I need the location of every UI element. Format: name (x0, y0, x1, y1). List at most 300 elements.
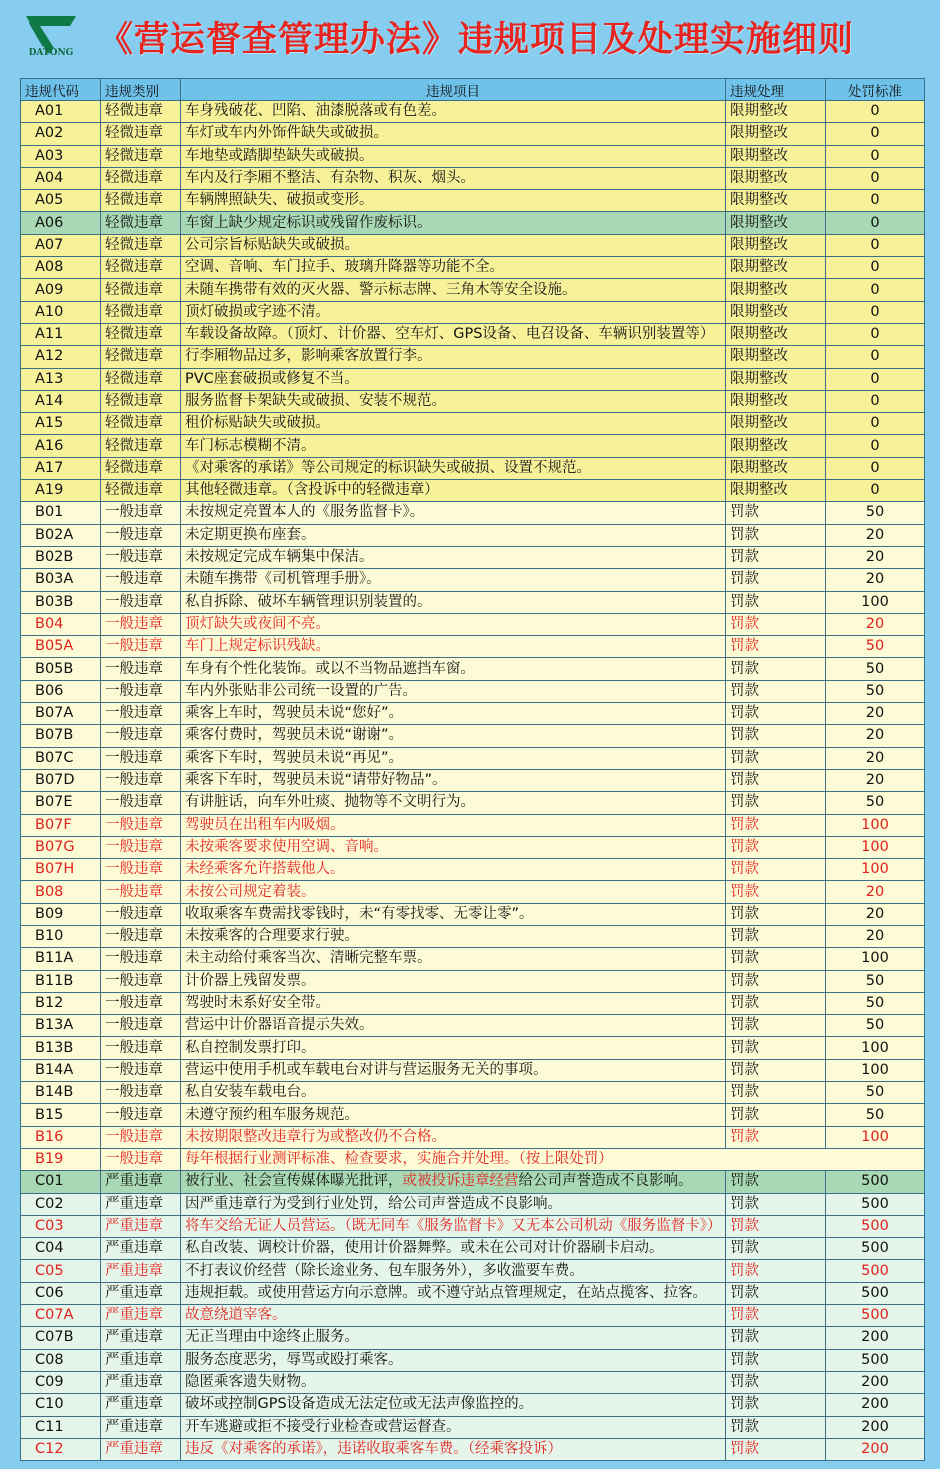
table-row (21, 1305, 925, 1327)
violation-category: 一般违章 (101, 1015, 181, 1037)
violation-code: B15 (21, 1104, 101, 1126)
violation-code: A06 (21, 212, 101, 234)
violation-category: 轻微违章 (101, 390, 181, 412)
violation-item: 车辆牌照缺失、破损或变形。 (181, 190, 726, 212)
table-row (21, 435, 925, 457)
violation-category: 一般违章 (101, 925, 181, 947)
violation-category: 严重违章 (101, 1193, 181, 1215)
penalty-amount: 20 (826, 925, 925, 947)
violation-category: 一般违章 (101, 1126, 181, 1148)
violation-handling: 罚款 (726, 792, 826, 814)
violation-category: 一般违章 (101, 769, 181, 791)
violation-item: 私自控制发票打印。 (181, 1037, 726, 1059)
violation-code: A12 (21, 346, 101, 368)
table-row (21, 1059, 925, 1081)
violation-category: 一般违章 (101, 747, 181, 769)
violation-category: 严重违章 (101, 1438, 181, 1460)
violation-code: C09 (21, 1371, 101, 1393)
violation-code: B08 (21, 881, 101, 903)
violation-category: 轻微违章 (101, 257, 181, 279)
violation-item: 乘客上车时，驾驶员未说“您好”。 (181, 703, 726, 725)
violation-category: 一般违章 (101, 524, 181, 546)
penalty-amount: 500 (826, 1238, 925, 1260)
violation-category: 轻微违章 (101, 435, 181, 457)
violation-item: 未按规定完成车辆集中保洁。 (181, 546, 726, 568)
violation-handling: 限期整改 (726, 480, 826, 502)
table-row (21, 680, 925, 702)
violation-code: A19 (21, 480, 101, 502)
violation-category: 轻微违章 (101, 190, 181, 212)
violation-code: B09 (21, 903, 101, 925)
penalty-amount: 50 (826, 502, 925, 524)
violation-category: 一般违章 (101, 1037, 181, 1059)
violation-handling: 限期整改 (726, 457, 826, 479)
violation-handling: 罚款 (726, 747, 826, 769)
violation-handling: 限期整改 (726, 167, 826, 189)
violation-handling: 罚款 (726, 1349, 826, 1371)
violation-item: 车门标志模糊不清。 (181, 435, 726, 457)
violation-handling: 罚款 (726, 546, 826, 568)
violation-handling: 罚款 (726, 613, 826, 635)
table-row (21, 591, 925, 613)
violation-code: C04 (21, 1238, 101, 1260)
table-row (21, 1438, 925, 1460)
violation-category: 轻微违章 (101, 368, 181, 390)
violation-item: 收取乘客车费需找零钱时，未“有零找零、无零让零”。 (181, 903, 726, 925)
violation-code: A03 (21, 145, 101, 167)
violation-category: 严重违章 (101, 1305, 181, 1327)
violation-code: B13A (21, 1015, 101, 1037)
violation-item: 故意绕道宰客。 (181, 1305, 726, 1327)
violation-category: 一般违章 (101, 903, 181, 925)
penalty-amount: 0 (826, 323, 925, 345)
violation-handling: 限期整改 (726, 190, 826, 212)
violation-code: B13B (21, 1037, 101, 1059)
penalty-amount: 0 (826, 257, 925, 279)
violation-category: 轻微违章 (101, 413, 181, 435)
table-row (21, 1104, 925, 1126)
violation-handling: 限期整改 (726, 413, 826, 435)
violation-category: 一般违章 (101, 792, 181, 814)
col-header-code: 违规代码 (21, 79, 101, 101)
violation-category: 一般违章 (101, 1148, 181, 1170)
violation-code: B04 (21, 613, 101, 635)
violation-item: 私自拆除、破坏车辆管理识别装置的。 (181, 591, 726, 613)
violation-item: 未主动给付乘客当次、清晰完整车票。 (181, 948, 726, 970)
header (0, 0, 940, 78)
violation-handling: 罚款 (726, 591, 826, 613)
table-row (21, 636, 925, 658)
penalty-amount: 200 (826, 1371, 925, 1393)
violation-item: PVC座套破损或修复不当。 (181, 368, 726, 390)
table-row (21, 323, 925, 345)
violation-code: A15 (21, 413, 101, 435)
violation-category: 轻微违章 (101, 346, 181, 368)
violation-code: B07G (21, 836, 101, 858)
penalty-amount: 20 (826, 546, 925, 568)
violation-code: B16 (21, 1126, 101, 1148)
violation-category: 轻微违章 (101, 279, 181, 301)
penalty-amount: 500 (826, 1282, 925, 1304)
violation-code: B07A (21, 703, 101, 725)
violation-category: 一般违章 (101, 613, 181, 635)
violation-item: 破坏或控制GPS设备造成无法定位或无法声像监控的。 (181, 1394, 726, 1416)
penalty-amount: 0 (826, 234, 925, 256)
penalty-amount: 500 (826, 1193, 925, 1215)
table-row (21, 1193, 925, 1215)
violation-item: 未随车携带《司机管理手册》。 (181, 569, 726, 591)
violation-handling: 罚款 (726, 703, 826, 725)
violation-item: 未按规定亮置本人的《服务监督卡》。 (181, 502, 726, 524)
violation-handling: 罚款 (726, 1126, 826, 1148)
table-row (21, 167, 925, 189)
penalty-amount: 0 (826, 390, 925, 412)
violation-code: A07 (21, 234, 101, 256)
violation-code: A11 (21, 323, 101, 345)
table-row (21, 502, 925, 524)
violation-item: 车内及行李厢不整洁、有杂物、积灰、烟头。 (181, 167, 726, 189)
penalty-amount: 0 (826, 413, 925, 435)
penalty-amount: 100 (826, 836, 925, 858)
table-row (21, 546, 925, 568)
violation-category: 一般违章 (101, 1104, 181, 1126)
table-row (21, 1171, 925, 1193)
violation-handling: 罚款 (726, 925, 826, 947)
penalty-amount: 200 (826, 1416, 925, 1438)
violation-handling: 罚款 (726, 680, 826, 702)
violation-category: 轻微违章 (101, 323, 181, 345)
violation-code: C12 (21, 1438, 101, 1460)
table-row (21, 1126, 925, 1148)
penalty-amount: 50 (826, 1104, 925, 1126)
violation-code: C03 (21, 1215, 101, 1237)
violation-category: 轻微违章 (101, 234, 181, 256)
table-row (21, 569, 925, 591)
penalty-amount: 50 (826, 970, 925, 992)
violation-code: A13 (21, 368, 101, 390)
violation-code: B14A (21, 1059, 101, 1081)
violation-item: 顶灯缺失或夜间不亮。 (181, 613, 726, 635)
table-row (21, 970, 925, 992)
violation-code: B01 (21, 502, 101, 524)
penalty-amount: 50 (826, 636, 925, 658)
penalty-amount: 20 (826, 613, 925, 635)
violation-item: 未定期更换布座套。 (181, 524, 726, 546)
penalty-amount: 20 (826, 747, 925, 769)
violation-handling: 限期整改 (726, 323, 826, 345)
table-row (21, 1037, 925, 1059)
violation-category: 一般违章 (101, 636, 181, 658)
violation-code: B03B (21, 591, 101, 613)
violation-code: B07H (21, 859, 101, 881)
violation-handling: 罚款 (726, 948, 826, 970)
violation-code: B05B (21, 658, 101, 680)
violation-code: B07C (21, 747, 101, 769)
table-row (21, 1238, 925, 1260)
col-header-category: 违规类别 (101, 79, 181, 101)
violation-item: 将车交给无证人员营运。（既无同车《服务监督卡》又无本公司机动《服务监督卡》） (181, 1215, 726, 1237)
violation-code: C06 (21, 1282, 101, 1304)
violation-handling: 罚款 (726, 903, 826, 925)
violation-category: 一般违章 (101, 859, 181, 881)
table-row (21, 279, 925, 301)
penalty-amount: 20 (826, 703, 925, 725)
col-header-handling: 违规处理 (726, 79, 826, 101)
violation-handling: 罚款 (726, 524, 826, 546)
violation-item: 车载设备故障。（顶灯、计价器、空车灯、GPS设备、电召设备、车辆识别装置等） (181, 323, 726, 345)
table-row (21, 190, 925, 212)
penalty-amount: 0 (826, 145, 925, 167)
violation-item: 不打表议价经营（除长途业务、包车服务外），多收滥要车费。 (181, 1260, 726, 1282)
violation-category: 严重违章 (101, 1371, 181, 1393)
penalty-amount: 0 (826, 167, 925, 189)
violation-handling: 罚款 (726, 836, 826, 858)
violation-handling: 罚款 (726, 502, 826, 524)
violation-category: 轻微违章 (101, 167, 181, 189)
violation-item: 顶灯破损或字迹不清。 (181, 301, 726, 323)
table-row (21, 814, 925, 836)
violation-code: A09 (21, 279, 101, 301)
table-row (21, 1371, 925, 1393)
violation-item: 驾驶员在出租车内吸烟。 (181, 814, 726, 836)
violation-handling: 罚款 (726, 769, 826, 791)
violation-code: C10 (21, 1394, 101, 1416)
violation-category: 一般违章 (101, 591, 181, 613)
violation-handling: 限期整改 (726, 279, 826, 301)
penalty-amount: 20 (826, 903, 925, 925)
violation-category: 严重违章 (101, 1215, 181, 1237)
violation-category: 一般违章 (101, 1059, 181, 1081)
violation-code: B14B (21, 1082, 101, 1104)
violation-handling: 罚款 (726, 1082, 826, 1104)
violation-code: A17 (21, 457, 101, 479)
table-row (21, 1260, 925, 1282)
table-row (21, 1148, 925, 1170)
violation-item: 乘客付费时，驾驶员未说“谢谢”。 (181, 725, 726, 747)
table-row (21, 234, 925, 256)
violation-handling: 限期整改 (726, 301, 826, 323)
violation-item: 车身有个性化装饰。或以不当物品遮挡车窗。 (181, 658, 726, 680)
violation-handling: 限期整改 (726, 435, 826, 457)
violation-handling: 罚款 (726, 1438, 826, 1460)
violation-code: C11 (21, 1416, 101, 1438)
violation-item: 开车逃避或拒不接受行业检查或营运督查。 (181, 1416, 726, 1438)
violation-category: 一般违章 (101, 881, 181, 903)
violation-code: C05 (21, 1260, 101, 1282)
violation-item: 有讲脏话，向车外吐痰、抛物等不文明行为。 (181, 792, 726, 814)
violation-item: 未经乘客允许搭载他人。 (181, 859, 726, 881)
table-row (21, 881, 925, 903)
violation-handling: 罚款 (726, 814, 826, 836)
violation-item: 乘客下车时，驾驶员未说“请带好物品”。 (181, 769, 726, 791)
violation-category: 一般违章 (101, 992, 181, 1014)
table-row (21, 145, 925, 167)
violation-handling: 限期整改 (726, 346, 826, 368)
violation-handling: 罚款 (726, 970, 826, 992)
violation-code: C01 (21, 1171, 101, 1193)
table-row (21, 859, 925, 881)
violation-code: A05 (21, 190, 101, 212)
violation-item: 因严重违章行为受到行业处罚，给公司声誉造成不良影响。 (181, 1193, 726, 1215)
penalty-amount: 100 (826, 814, 925, 836)
violation-handling: 罚款 (726, 1015, 826, 1037)
violation-item: 其他轻微违章。（含投诉中的轻微违章） (181, 480, 726, 502)
table-row (21, 836, 925, 858)
table-row (21, 948, 925, 970)
penalty-amount: 200 (826, 1327, 925, 1349)
violation-category: 一般违章 (101, 546, 181, 568)
penalty-amount: 20 (826, 725, 925, 747)
penalty-amount: 0 (826, 346, 925, 368)
violation-category: 一般违章 (101, 1082, 181, 1104)
violation-category: 一般违章 (101, 680, 181, 702)
penalty-amount: 100 (826, 1059, 925, 1081)
violation-item: 行李厢物品过多，影响乘客放置行李。 (181, 346, 726, 368)
violation-item: 乘客下车时，驾驶员未说“再见”。 (181, 747, 726, 769)
violation-category: 严重违章 (101, 1238, 181, 1260)
violation-category: 一般违章 (101, 970, 181, 992)
violation-item: 服务态度恶劣，辱骂或殴打乘客。 (181, 1349, 726, 1371)
penalty-amount: 20 (826, 881, 925, 903)
table-row (21, 1394, 925, 1416)
violation-category: 轻微违章 (101, 212, 181, 234)
violation-code: A16 (21, 435, 101, 457)
penalty-amount: 50 (826, 992, 925, 1014)
table-row (21, 613, 925, 635)
violation-code: B07F (21, 814, 101, 836)
violation-item: 租价标贴缺失或破损。 (181, 413, 726, 435)
violation-handling: 罚款 (726, 636, 826, 658)
rules-table (20, 78, 925, 1461)
violation-handling: 限期整改 (726, 123, 826, 145)
violation-category: 轻微违章 (101, 123, 181, 145)
table-row (21, 747, 925, 769)
penalty-amount: 100 (826, 948, 925, 970)
penalty-amount: 100 (826, 1037, 925, 1059)
table-row (21, 457, 925, 479)
violation-code: A08 (21, 257, 101, 279)
violation-item: 违规拒载。或使用营运方向示意牌。或不遵守站点管理规定，在站点揽客、拉客。 (181, 1282, 726, 1304)
penalty-amount: 500 (826, 1215, 925, 1237)
table-row (21, 1282, 925, 1304)
violation-handling: 罚款 (726, 992, 826, 1014)
violation-code: B11A (21, 948, 101, 970)
violation-code: B07E (21, 792, 101, 814)
table-row (21, 301, 925, 323)
penalty-amount: 500 (826, 1305, 925, 1327)
violation-item: 公司宗旨标贴缺失或破损。 (181, 234, 726, 256)
table-row (21, 792, 925, 814)
violation-category: 一般违章 (101, 703, 181, 725)
penalty-amount: 0 (826, 301, 925, 323)
violation-code: A04 (21, 167, 101, 189)
violation-item: 空调、音响、车门拉手、玻璃升降器等功能不全。 (181, 257, 726, 279)
violation-handling: 罚款 (726, 881, 826, 903)
violation-handling: 限期整改 (726, 101, 826, 123)
violation-item: 车身残破花、凹陷、油漆脱落或有色差。 (181, 101, 726, 123)
violation-item: 车地垫或踏脚垫缺失或破损。 (181, 145, 726, 167)
violation-code: B05A (21, 636, 101, 658)
table-row (21, 257, 925, 279)
violation-handling: 限期整改 (726, 257, 826, 279)
violation-category: 严重违章 (101, 1327, 181, 1349)
violation-item: 计价器上残留发票。 (181, 970, 726, 992)
violation-category: 严重违章 (101, 1260, 181, 1282)
penalty-amount: 0 (826, 368, 925, 390)
table-row (21, 413, 925, 435)
penalty-amount: 0 (826, 212, 925, 234)
table-row (21, 725, 925, 747)
penalty-amount: 0 (826, 457, 925, 479)
violation-item: 《对乘客的承诺》等公司规定的标识缺失或破损、设置不规范。 (181, 457, 726, 479)
penalty-amount: 20 (826, 769, 925, 791)
violation-handling: 限期整改 (726, 368, 826, 390)
violation-handling: 罚款 (726, 1193, 826, 1215)
violation-handling: 罚款 (726, 1238, 826, 1260)
violation-code: B03A (21, 569, 101, 591)
violation-category: 严重违章 (101, 1171, 181, 1193)
penalty-amount: 500 (826, 1349, 925, 1371)
violation-category: 一般违章 (101, 725, 181, 747)
violation-handling: 罚款 (726, 1104, 826, 1126)
penalty-amount: 100 (826, 591, 925, 613)
penalty-amount: 0 (826, 190, 925, 212)
table-row (21, 1015, 925, 1037)
violation-code: A14 (21, 390, 101, 412)
table-row (21, 1215, 925, 1237)
violation-category: 轻微违章 (101, 301, 181, 323)
violation-handling: 罚款 (726, 658, 826, 680)
violation-handling: 罚款 (726, 1371, 826, 1393)
violation-handling: 罚款 (726, 1394, 826, 1416)
violation-category: 严重违章 (101, 1394, 181, 1416)
table-row (21, 524, 925, 546)
violation-category: 严重违章 (101, 1349, 181, 1371)
penalty-amount: 0 (826, 279, 925, 301)
violation-handling: 罚款 (726, 1416, 826, 1438)
item-text-tail: 给公司声誉造成不良影响。 (518, 1173, 693, 1190)
violation-handling: 限期整改 (726, 212, 826, 234)
violation-item: 未按期限整改违章行为或整改仍不合格。 (181, 1126, 726, 1148)
violation-handling: 罚款 (726, 1260, 826, 1282)
table-row (21, 703, 925, 725)
penalty-amount: 0 (826, 101, 925, 123)
table-row (21, 123, 925, 145)
violation-handling: 限期整改 (726, 145, 826, 167)
penalty-amount: 500 (826, 1260, 925, 1282)
table-row (21, 1327, 925, 1349)
violation-category: 一般违章 (101, 569, 181, 591)
table-row (21, 658, 925, 680)
table-row (21, 1082, 925, 1104)
violation-code: A10 (21, 301, 101, 323)
penalty-amount: 50 (826, 1082, 925, 1104)
violation-item: 车窗上缺少规定标识或残留作废标识。 (181, 212, 726, 234)
violation-item: 隐匿乘客遗失财物。 (181, 1371, 726, 1393)
page-title: 《营运督查管理办法》违规项目及处理实施细则 (98, 19, 855, 60)
penalty-amount: 50 (826, 658, 925, 680)
logo-text: DATONG (28, 48, 74, 58)
violation-handling: 限期整改 (726, 390, 826, 412)
violation-item: 未按公司规定着装。 (181, 881, 726, 903)
violation-handling: 罚款 (726, 1171, 826, 1193)
violation-category: 轻微违章 (101, 480, 181, 502)
violation-handling: 罚款 (726, 569, 826, 591)
violation-item: 营运中计价器语音提示失效。 (181, 1015, 726, 1037)
penalty-amount: 100 (826, 1126, 925, 1148)
table-row (21, 212, 925, 234)
violation-code: B11B (21, 970, 101, 992)
